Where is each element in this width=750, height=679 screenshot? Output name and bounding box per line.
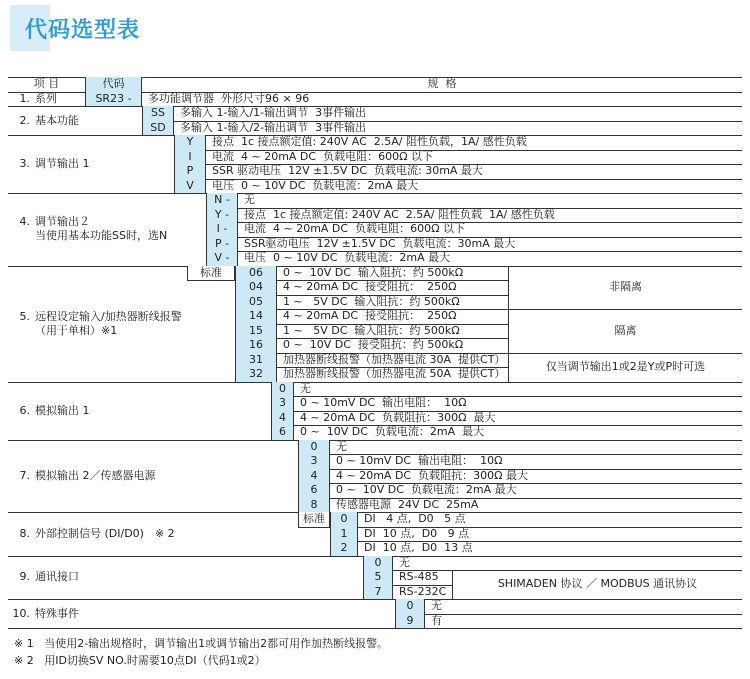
group-label-text: 特殊事件 <box>35 606 79 620</box>
group-label <box>8 556 359 600</box>
group-label <box>8 106 138 135</box>
spec-cell: 4 ~ 20mA DC 接受阻抗： 250Ω <box>283 309 457 322</box>
code-cell: 31 <box>235 353 277 368</box>
spec-cell: 无 <box>244 193 255 206</box>
group-label-line1 <box>8 157 170 171</box>
code-cell: 16 <box>235 338 277 353</box>
code-cell: 0 <box>363 556 393 571</box>
standard-cell: 标准 <box>187 266 235 281</box>
code-cell: 0 <box>298 440 330 455</box>
group-label <box>8 266 231 382</box>
spec-cell: RS-232C <box>399 584 447 598</box>
spec-cell: 1 ~ 5V DC 输入阻抗：约 500kΩ <box>283 294 460 308</box>
group-number: 6. <box>19 403 30 417</box>
code-cell: 3 <box>298 454 330 469</box>
group-number: 7. <box>19 468 30 482</box>
spec-cell: 0 ~ 10mV DC 输出电阻： 10Ω <box>336 454 503 467</box>
group-label <box>8 193 202 266</box>
spec-cell: 4 ~ 20mA DC 接受阻抗： 250Ω <box>283 280 457 293</box>
page-title: 代码选型表 <box>25 18 141 43</box>
group-label <box>8 92 81 107</box>
code-cell: 3 <box>271 396 294 411</box>
code-cell: 2 <box>330 541 358 556</box>
group-label-text: 调节输出２ <box>35 215 90 229</box>
spec-cell: 多输入 1-输入/2-输出调节 3事件输出 <box>180 120 367 134</box>
spec-cell: 加热器断线报警（加热器电流 30A 提供CT） <box>283 352 506 366</box>
header-item-cell: 项 目 <box>33 77 60 90</box>
code-cell: SS <box>142 106 174 121</box>
group-label2-text: 当使用基本功能SS时，选N <box>35 229 168 243</box>
group-label-line2 <box>8 229 202 243</box>
group-label-line1 <box>8 607 391 621</box>
code-cell: 04 <box>235 280 277 295</box>
group-number-spacer <box>8 324 35 338</box>
spec-cell: 0 ~ 10mV DC 输出电阻： 10Ω <box>300 396 467 409</box>
group-bottom-rule <box>8 628 742 629</box>
group-number-spacer <box>8 229 35 243</box>
code-cell: N - <box>206 193 238 208</box>
code-cell: P - <box>206 237 238 252</box>
group-number: 5. <box>19 309 30 323</box>
code-cell: V - <box>206 251 238 266</box>
group-label2-text: （用于单相）※1 <box>35 323 118 337</box>
code-cell: 06 <box>235 266 277 281</box>
standard-cell: 标准 <box>298 512 330 527</box>
group-label-text: 基本功能 <box>35 113 79 127</box>
group-label-text: 通讯接口 <box>35 570 79 584</box>
group-label <box>8 599 391 628</box>
code-cell: 0 <box>330 512 358 527</box>
spec-cell: 电流 4 ~ 20mA DC 负载电阻：600Ω 以下 <box>212 149 433 163</box>
group-label <box>8 440 294 513</box>
code-cell: 5 <box>363 570 393 585</box>
code-cell: 0 <box>395 599 425 614</box>
spec-cell: 0 ~ 10V DC 负载电流：2mA 最大 <box>336 483 517 496</box>
code-cell: Y <box>174 135 206 150</box>
spec-cell: 0 ~ 10V DC 输入阻抗：约 500kΩ <box>283 265 464 279</box>
annotation-cell: SHIMADEN 协议 ／ MODBUS 通讯协议 <box>452 570 742 599</box>
spec-cell: 无 <box>431 599 442 612</box>
code-cell: 14 <box>235 309 277 324</box>
spec-cell: 0 ~ 10V DC 负载电流：2mA 最大 <box>300 425 485 438</box>
footnote: ※ 2 用ID切换SV NO.时需要10点DI（代码1或2） <box>14 654 266 667</box>
group-label-line1 <box>8 404 267 418</box>
group-number: 8. <box>19 526 30 540</box>
spec-cell: DI 10 点, D0 9 点 <box>364 526 470 540</box>
group-label-line1 <box>8 527 326 541</box>
spec-cell: 电压 0 ~ 10V DC 负载电流：2mA 最大 <box>244 251 451 264</box>
spec-cell: 4 ~ 20mA DC 负载阻抗：300Ω 最大 <box>300 410 496 424</box>
code-cell: 0 <box>271 382 294 397</box>
header-spec-cell: 规 格 <box>427 77 457 90</box>
code-cell: Y - <box>206 208 238 223</box>
footnote: ※ 1 当使用2-输出规格时，调节输出1或调节输出2都可用作加热断线报警。 <box>14 637 389 650</box>
spec-cell: 加热器断线报警（加热器电流 50A 提供CT） <box>283 367 506 380</box>
code-cell: 32 <box>235 367 277 382</box>
code-cell: 05 <box>235 295 277 310</box>
spec-cell: 无 <box>399 555 410 569</box>
group-label-line1 <box>8 114 138 128</box>
group-number: 4. <box>19 215 30 229</box>
code-cell: 15 <box>235 324 277 339</box>
code-cell: 9 <box>395 614 425 629</box>
group-number: 9. <box>19 570 30 584</box>
spec-cell: 有 <box>431 613 442 627</box>
spec-cell: 1 ~ 5V DC 输入阻抗：约 500kΩ <box>283 323 460 337</box>
spec-cell: 0 ~ 10V DC 接受阻抗：约 500kΩ <box>283 338 464 351</box>
group-number: 2. <box>19 113 30 127</box>
code-cell: 6 <box>271 425 294 440</box>
header-code-cell: 代码 <box>85 77 142 92</box>
spec-cell: 接点 1c 接点额定值: 240V AC 2.5A/ 阻性负载 1A/ 感性负载 <box>244 207 555 221</box>
group-label-text: 远程设定输入/加热器断线报警 <box>35 309 182 323</box>
spec-cell: SSR 驱动电压 12V ±1.5V DC 负载电流: 30mA 最大 <box>212 164 483 177</box>
annotation-cell: 隔离 <box>508 309 742 353</box>
group-label-line1 <box>8 469 294 483</box>
group-label <box>8 512 326 556</box>
group-label-text: 系列 <box>35 91 57 105</box>
code-cell: 4 <box>298 469 330 484</box>
code-cell: 7 <box>363 585 393 600</box>
code-cell: V <box>174 179 206 194</box>
spec-cell: SSR驱动电压 12V ±1.5V DC 负载电流：30mA 最大 <box>244 236 516 250</box>
spec-cell: 接点 1c 接点额定值: 240V AC 2.5A/ 阻性负载，1A/ 感性负载 <box>212 135 527 148</box>
spec-cell: 无 <box>336 439 347 453</box>
spec-cell: RS-485 <box>399 570 439 583</box>
spec-cell: 4 ~ 20mA DC 负载阻抗：300Ω 最大 <box>336 468 528 482</box>
spec-cell: 传感器电源 24V DC 25mA <box>336 497 479 511</box>
annotation-cell: 仅当调节输出1或2是Y或P时可选 <box>508 353 742 382</box>
annotation-cell: 非隔离 <box>508 266 742 310</box>
spec-cell: 多功能调节器 外形尺寸96 × 96 <box>148 91 310 105</box>
spec-cell: 多输入 1-输入/1-输出调节 3事件输出 <box>180 106 367 119</box>
group-label <box>8 382 267 440</box>
code-cell: P <box>174 164 206 179</box>
code-cell: 6 <box>298 483 330 498</box>
footnotes <box>14 636 388 670</box>
code-cell: 8 <box>298 498 330 513</box>
group-label-line2 <box>8 324 231 338</box>
group-number: 10. <box>12 606 30 620</box>
code-cell: I - <box>206 222 238 237</box>
code-cell: SR23 - <box>85 92 142 107</box>
group-label-text: 调节输出 1 <box>35 157 90 170</box>
code-cell: SD <box>142 121 174 136</box>
group-number: 3. <box>19 157 30 170</box>
spec-cell: DI 4 点, D0 5 点 <box>364 512 466 525</box>
group-label <box>8 135 170 193</box>
group-label-line1 <box>8 92 81 106</box>
spec-cell: 电压 0 ~ 10V DC 负载电流：2mA 最大 <box>212 178 419 192</box>
code-cell: 4 <box>271 411 294 426</box>
group-label-line1 <box>8 310 231 324</box>
group-number: 1. <box>19 91 30 105</box>
group-label-line1 <box>8 570 359 584</box>
code-cell: 1 <box>330 527 358 542</box>
group-label-line1 <box>8 215 202 229</box>
group-label-text: 模拟输出 2／传感器电源 <box>35 468 156 482</box>
group-label-text: 外部控制信号 (DI/D0) ※ 2 <box>35 526 175 540</box>
code-cell: I <box>174 150 206 165</box>
spec-cell: DI 10 点, D0 13 点 <box>364 541 473 554</box>
group-label-text: 模拟输出 1 <box>35 403 90 417</box>
spec-cell: 电流 4 ~ 20mA DC 负载电阻：600Ω 以下 <box>244 222 465 235</box>
spec-cell: 无 <box>300 381 311 395</box>
